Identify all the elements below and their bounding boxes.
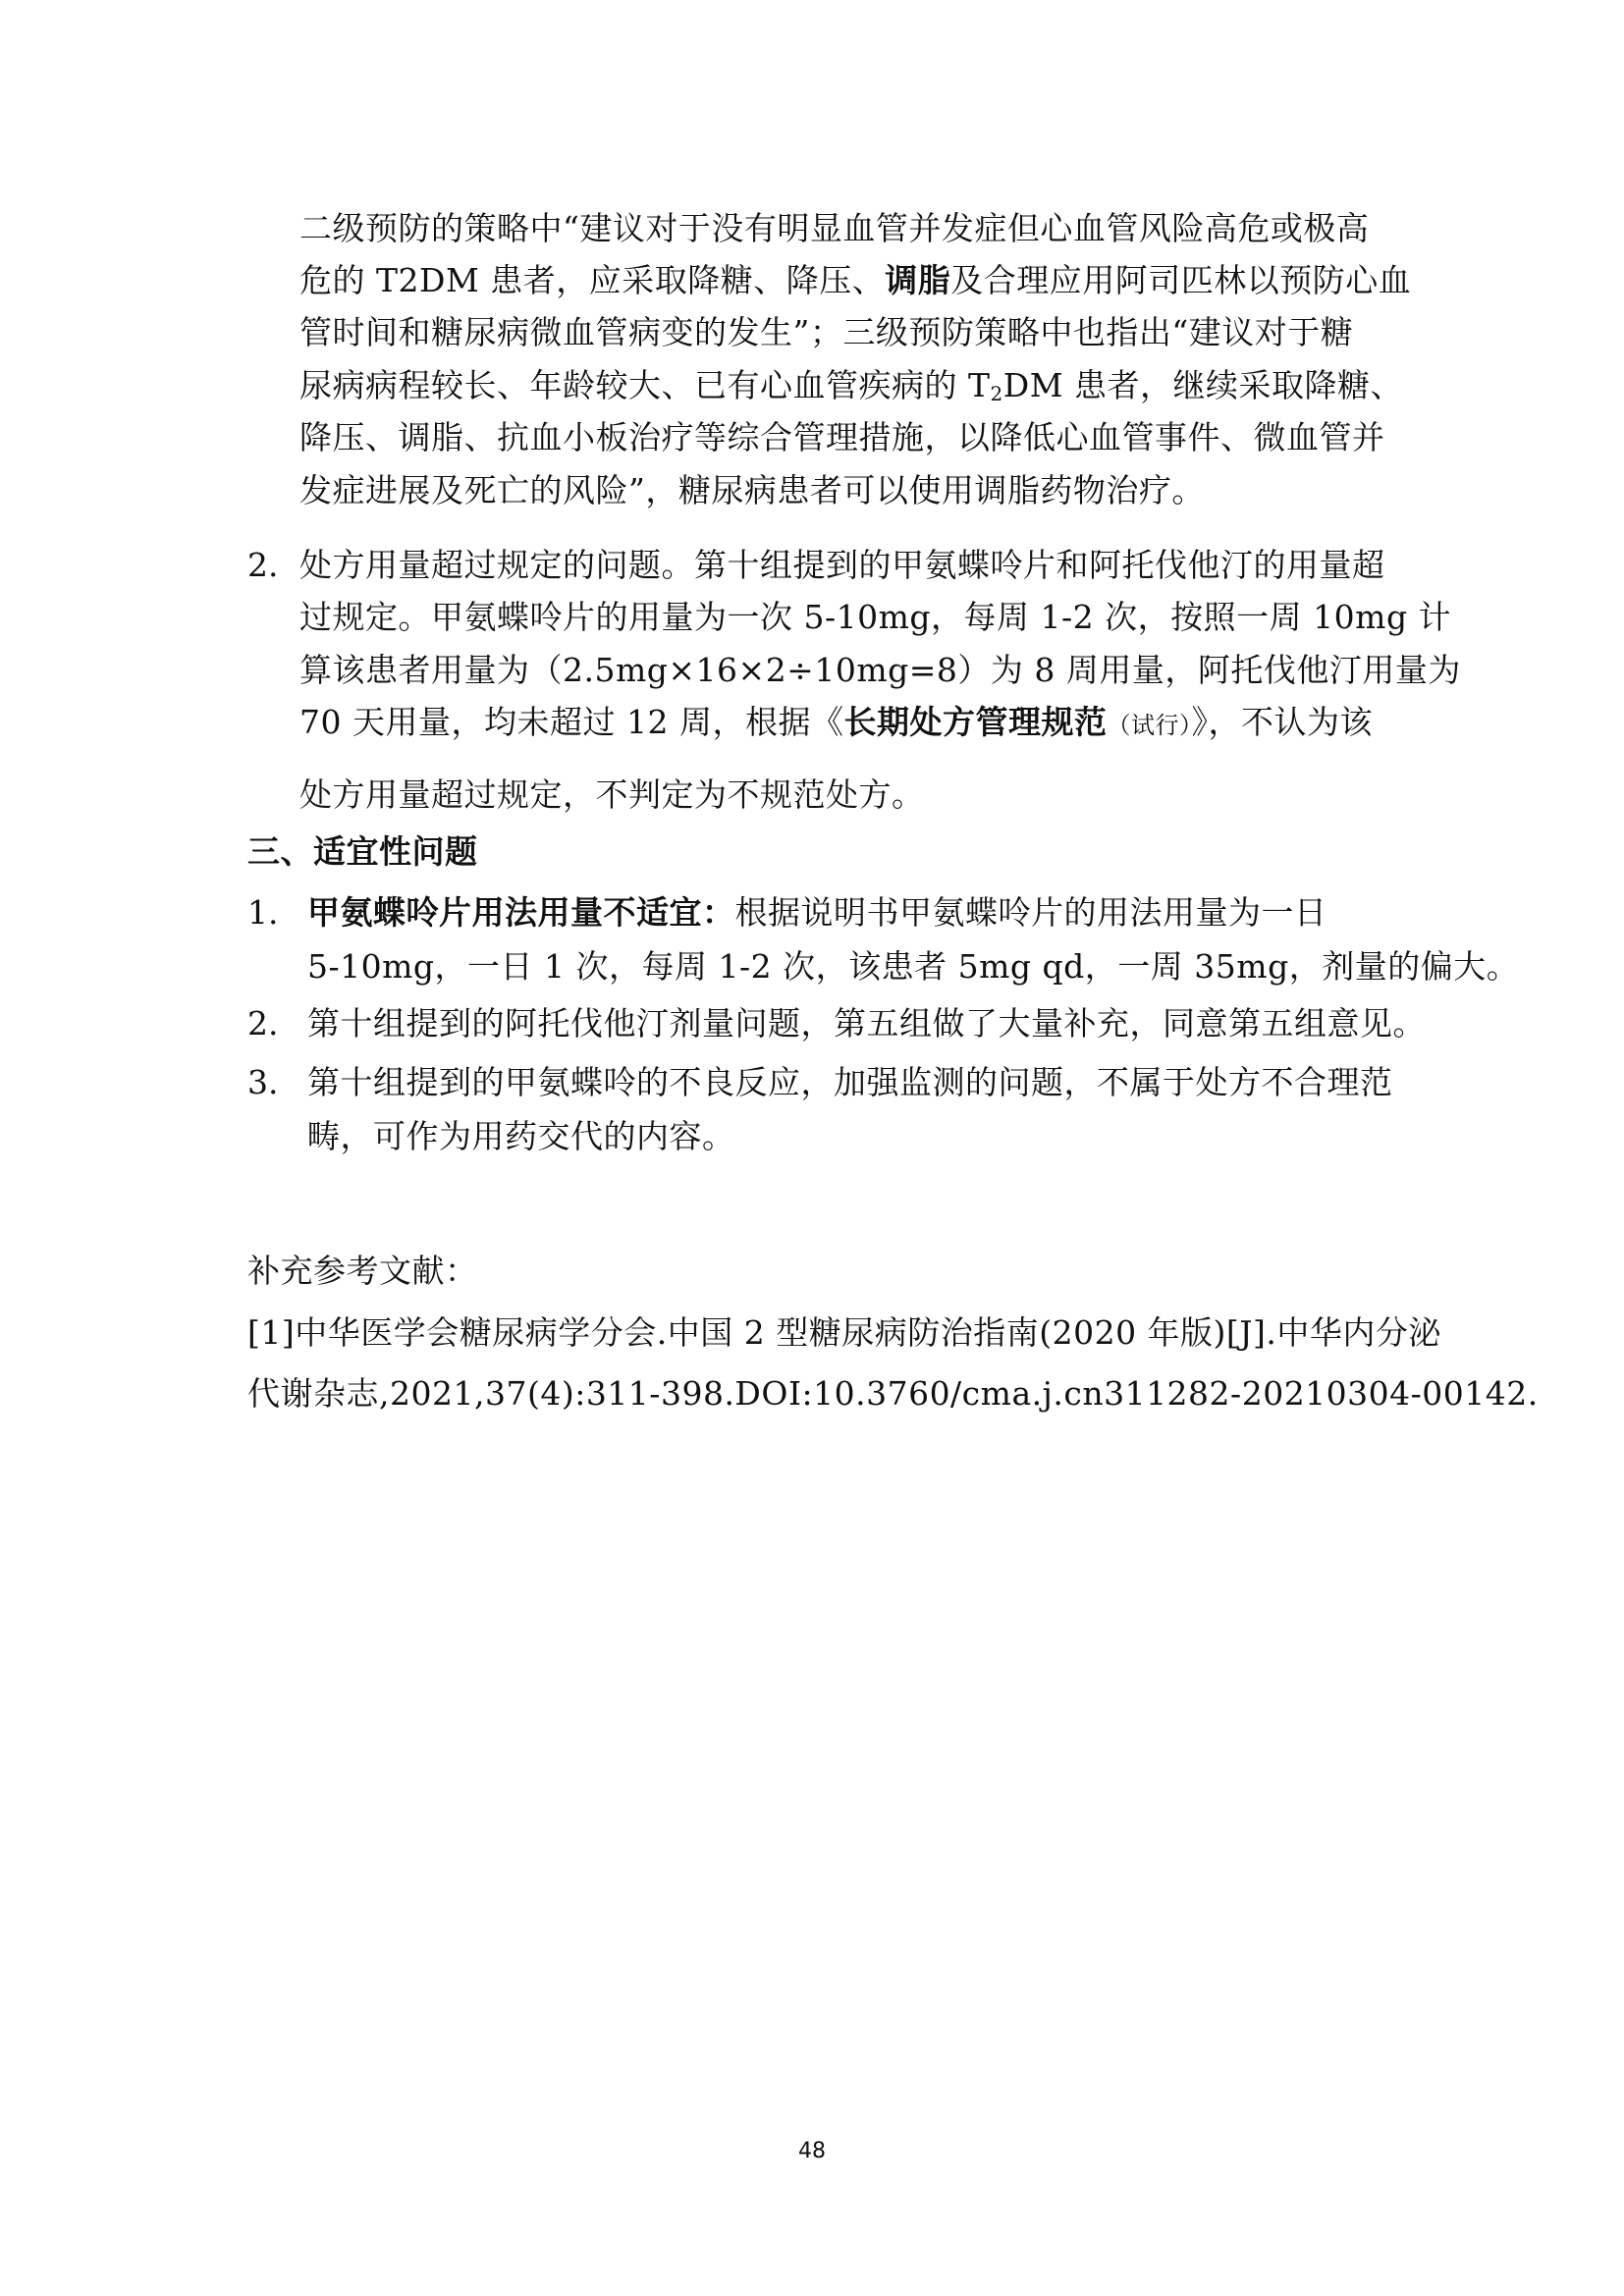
s3-item3-number: 3. [247,1063,279,1101]
para1-line1: 二级预防的策略中“建议对于没有明显血管并发症但心血管风险高危或极高 [299,209,1370,247]
s3-item1-line1 [307,893,1327,933]
s3-item1-bold: 甲氨蝶呤片用法用量不适宜： [307,893,735,932]
reference-1-line1: [1]中华医学会糖尿病学分会.中国 2 型糖尿病防治指南(2020 年版)[J].中华内分泌 [247,1313,1441,1352]
item2-line4 [299,703,1373,745]
item2-line2: 过规定。甲氨蝶呤片的用量为一次 5-10mg，每周 1-2 次，按照一周 10mg 计 [299,598,1452,636]
para1-line4-text-end: DM 患者，继续采取降糖、 [1002,366,1403,404]
s3-item1-line2: 5-10mg，一日 1 次，每周 1-2 次，该患者 5mg qd，一周 35mg，剂量的偏大。 [307,947,1520,986]
section3-heading: 三、适宜性问题 [247,832,478,871]
para1-line2-text: 危的 T2DM 患者，应采取降糖、降压、 [299,261,886,299]
para1-line2-text-end: 及合理应用阿司匹林以预防心血 [950,261,1412,299]
para1-line2 [299,261,1411,300]
item2-line3: 算该患者用量为（2.5mg×16×2÷10mg=8）为 8 周用量，阿托伐他汀用量为 [299,651,1461,689]
page-number: 48 [798,2139,826,2163]
para1-line3: 管时间和糖尿病微血管病变的发生”；三级预防策略中也指出“建议对于糖 [299,313,1354,351]
para1-line4 [299,366,1403,405]
item2-line4-text-end: 》，不认为该 [1191,703,1373,741]
item2-line1: 处方用量超过规定的问题。第十组提到的甲氨蝶呤片和阿托伐他汀的用量超 [299,546,1385,584]
s3-item1-text: 根据说明书甲氨蝶呤片的用法用量为一日 [734,893,1327,932]
reference-1-line2: 代谢杂志,2021,37(4):311-398.DOI:10.3760/cma.j.cn311282-20210304-00142. [247,1374,1539,1413]
para1-line4-text: 尿病病程较长、年龄较大、已有心血管疾病的 T [299,366,991,404]
item2-line4-bold: 长期处方管理规范 [843,703,1108,741]
s3-item2-line1: 第十组提到的阿托伐他汀剂量问题，第五组做了大量补充，同意第五组意见。 [307,1004,1426,1042]
item2-line4-small: （试行） [1107,712,1192,739]
s3-item2-number: 2. [247,1004,279,1042]
item2-line4-text: 70 天用量，均未超过 12 周，根据《 [299,703,844,741]
s3-item3-line2: 畴，可作为用药交代的内容。 [307,1117,735,1155]
item2-line5: 处方用量超过规定，不判定为不规范处方。 [299,775,925,814]
para1-line5: 降压、调脂、抗血小板治疗等综合管理措施，以降低心血管事件、微血管并 [299,418,1385,456]
para1-line4-subscript: 2 [990,382,1003,405]
para1-line2-bold: 调脂 [885,261,951,299]
s3-item3-line1: 第十组提到的甲氨蝶呤的不良反应，加强监测的问题，不属于处方不合理范 [307,1063,1393,1101]
para1-line6: 发症进展及死亡的风险”，糖尿病患者可以使用调脂药物治疗。 [299,471,1205,509]
references-heading: 补充参考文献： [247,1252,478,1290]
s3-item1-number: 1. [247,893,279,932]
item2-number: 2. [247,546,279,584]
